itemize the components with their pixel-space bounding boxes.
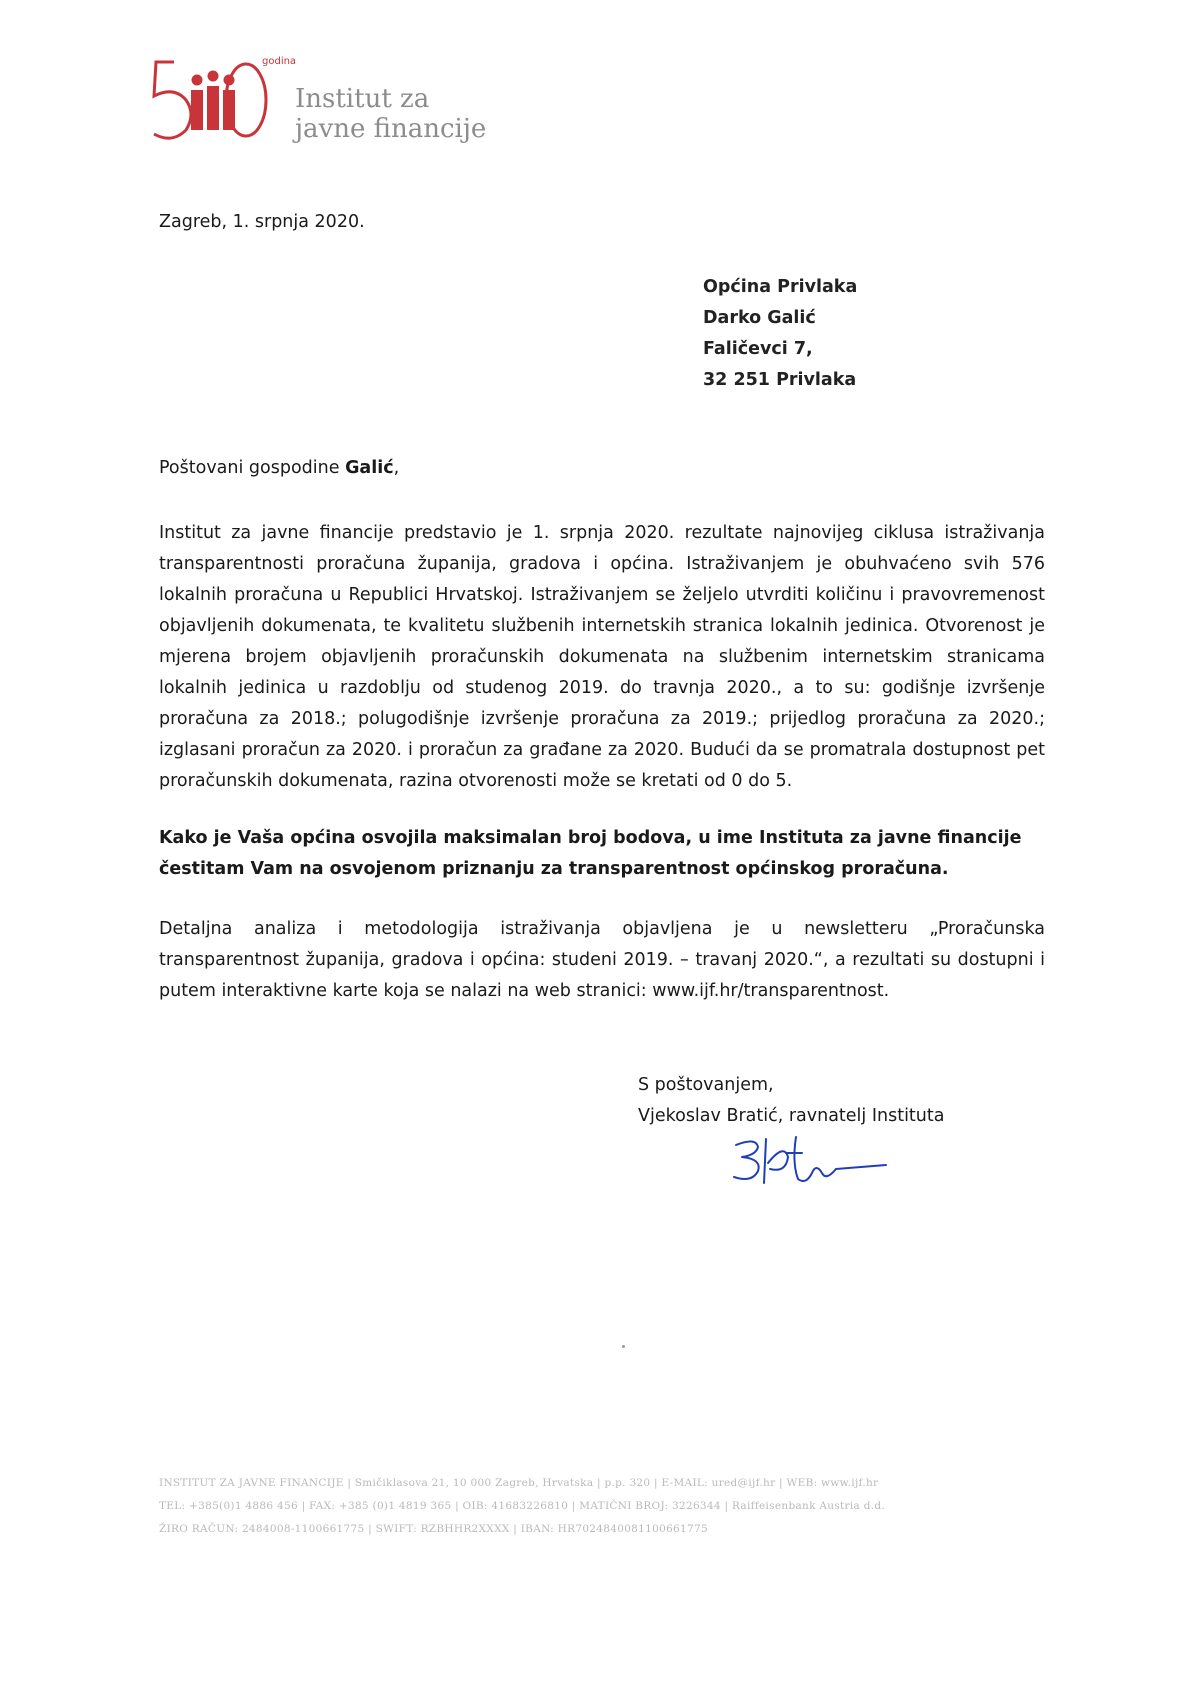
recipient-line: Darko Galić: [703, 308, 816, 328]
footer-line: TEL: +385(0)1 4886 456 | FAX: +385 (0)1 4819 365 | OIB: 41683226810 | MATIČNI BROJ: 3226344 | Raiffeisenbank Austria d.d.: [159, 1500, 886, 1512]
recipient-line: Općina Privlaka: [703, 277, 858, 297]
institute-50-years-logo: [150, 52, 270, 152]
closing-block: [638, 1070, 944, 1132]
body-paragraph-1: Institut za javne financije predstavio je 1. srpnja 2020. rezultate najnovijeg ciklusa istraživanja transparentnosti proračuna županija, gradova i općina. Istraživanjem je obuhvaćeno svih 576 lokalnih proračuna u Republici Hrvatskoj. Istraživanjem se željelo utvrditi količinu i pravovremenost objavljenih dokumenata, te kvalitetu službenih internetskih stranica lokalnih jedinica. Otvorenost je mjerena brojem objavljenih proračunskih dokumenata na službenim internetskim stranicama lokalnih jedinica u razdoblju od studenog 2019. do travnja 2020., a to su: godišnje izvršenje proračuna za 2018.; polugodišnje izvršenje proračuna za 2019.; prijedlog proračuna za 2020.; izglasani proračun za 2020. i proračun za građane za 2020. Budući da se promatrala dostupnost pet proračunskih dokumenata, razina otvorenosti može se kretati od 0 do 5.: [159, 523, 1045, 791]
footer-line: ŽIRO RAČUN: 2484008-1100661775 | SWIFT: RZBHHR2XXXX | IBAN: HR7024840081100661775: [159, 1523, 708, 1535]
institution-name: Institut za javne financije: [295, 84, 487, 144]
salutation-name: Galić: [345, 458, 394, 478]
salutation-prefix: Poštovani gospodine: [159, 458, 346, 478]
logo-godina-label: godina: [262, 56, 297, 67]
footer-line: INSTITUT ZA JAVNE FINANCIJE | Smičiklasova 21, 10 000 Zagreb, Hrvatska | p.p. 320 | E-MAIL: ured@ijf.hr | WEB: www.ijf.hr: [159, 1477, 879, 1489]
letter-footer: [159, 1472, 1039, 1541]
salutation-suffix: ,: [393, 458, 400, 478]
recipient-line: Faličevci 7,: [703, 339, 813, 359]
handwritten-signature: [726, 1133, 896, 1193]
recipient-line: 32 251 Privlaka: [703, 370, 857, 390]
recipient-address: [703, 272, 857, 396]
date-line: Zagreb, 1. srpnja 2020.: [159, 212, 365, 232]
closing-greeting: S poštovanjem,: [638, 1075, 774, 1095]
signatory-name: Vjekoslav Bratić, ravnatelj Instituta: [638, 1106, 945, 1126]
salutation: [159, 458, 399, 478]
page-mark: [622, 1345, 625, 1348]
body-paragraph-3: Detaljna analiza i metodologija istraživanja objavljena je u newsletteru „Proračunska transparentnost županija, gradova i općina: studeni 2019. – travanj 2020.“, a rezultati su dostupni i putem interaktivne karte koja se nalazi na web stranici: www.ijf.hr/transparentnost.: [159, 919, 1045, 1001]
body-paragraph-congratulations: Kako je Vaša općina osvojila maksimalan broj bodova, u ime Instituta za javne financije čestitam Vam na osvojenom priznanju za transparentnost općinskog proračuna.: [159, 828, 1022, 879]
